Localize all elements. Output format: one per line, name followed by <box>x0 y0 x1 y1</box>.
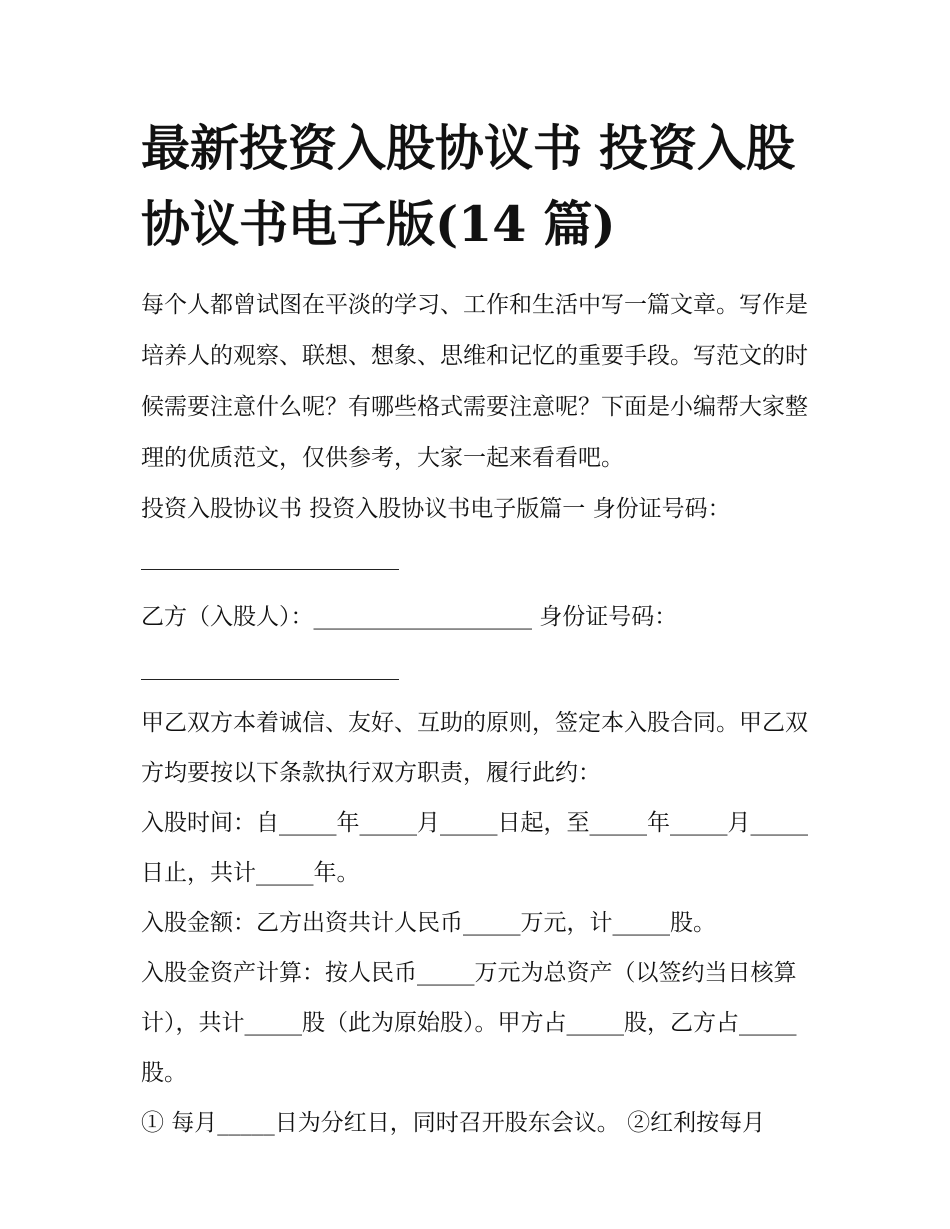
party-b-line: 乙方（入股人）：___________________ 身份证号码： <box>141 604 678 630</box>
document-body <box>141 280 821 1148</box>
intro-paragraph: 每个人都曾试图在平淡的学习、工作和生活中写一篇文章。写作是培养人的观察、联想、想象、思维和记忆的重要手段。写范文的时候需要注意什么呢？有哪些格式需要注意呢？下面是小编帮大家整理的优质范文，仅供参考，大家一起来看看吧。 <box>141 292 808 471</box>
principle-paragraph: 甲乙双方本着诚信、友好、互助的原则，签定本入股合同。甲乙双方均要按以下条款执行双方职责，履行此约： <box>141 710 808 786</box>
asset-calculation-paragraph: 入股金资产计算：按人民币_____万元为总资产（以签约当日核算计），共计_____股（此为原始股）。甲方占_____股，乙方占_____股。 <box>141 960 797 1086</box>
id-number-blank-line-2 <box>141 679 399 680</box>
period-paragraph: 入股时间：自_____年_____月_____日起，至_____年_____月_____日止，共计_____年。 <box>141 810 808 886</box>
section-heading: 投资入股协议书 投资入股协议书电子版篇一 身份证号码： <box>141 496 731 522</box>
document-title: 最新投资入股协议书 投资入股协议书电子版(14 篇) <box>141 119 796 253</box>
id-number-blank-line <box>141 569 399 570</box>
dividend-paragraph: ① 每月_____日为分红日，同时召开股东会议。 ②红利按每月 <box>141 1110 766 1136</box>
amount-paragraph: 入股金额：乙方出资共计人民币_____万元，计_____股。 <box>141 910 716 936</box>
